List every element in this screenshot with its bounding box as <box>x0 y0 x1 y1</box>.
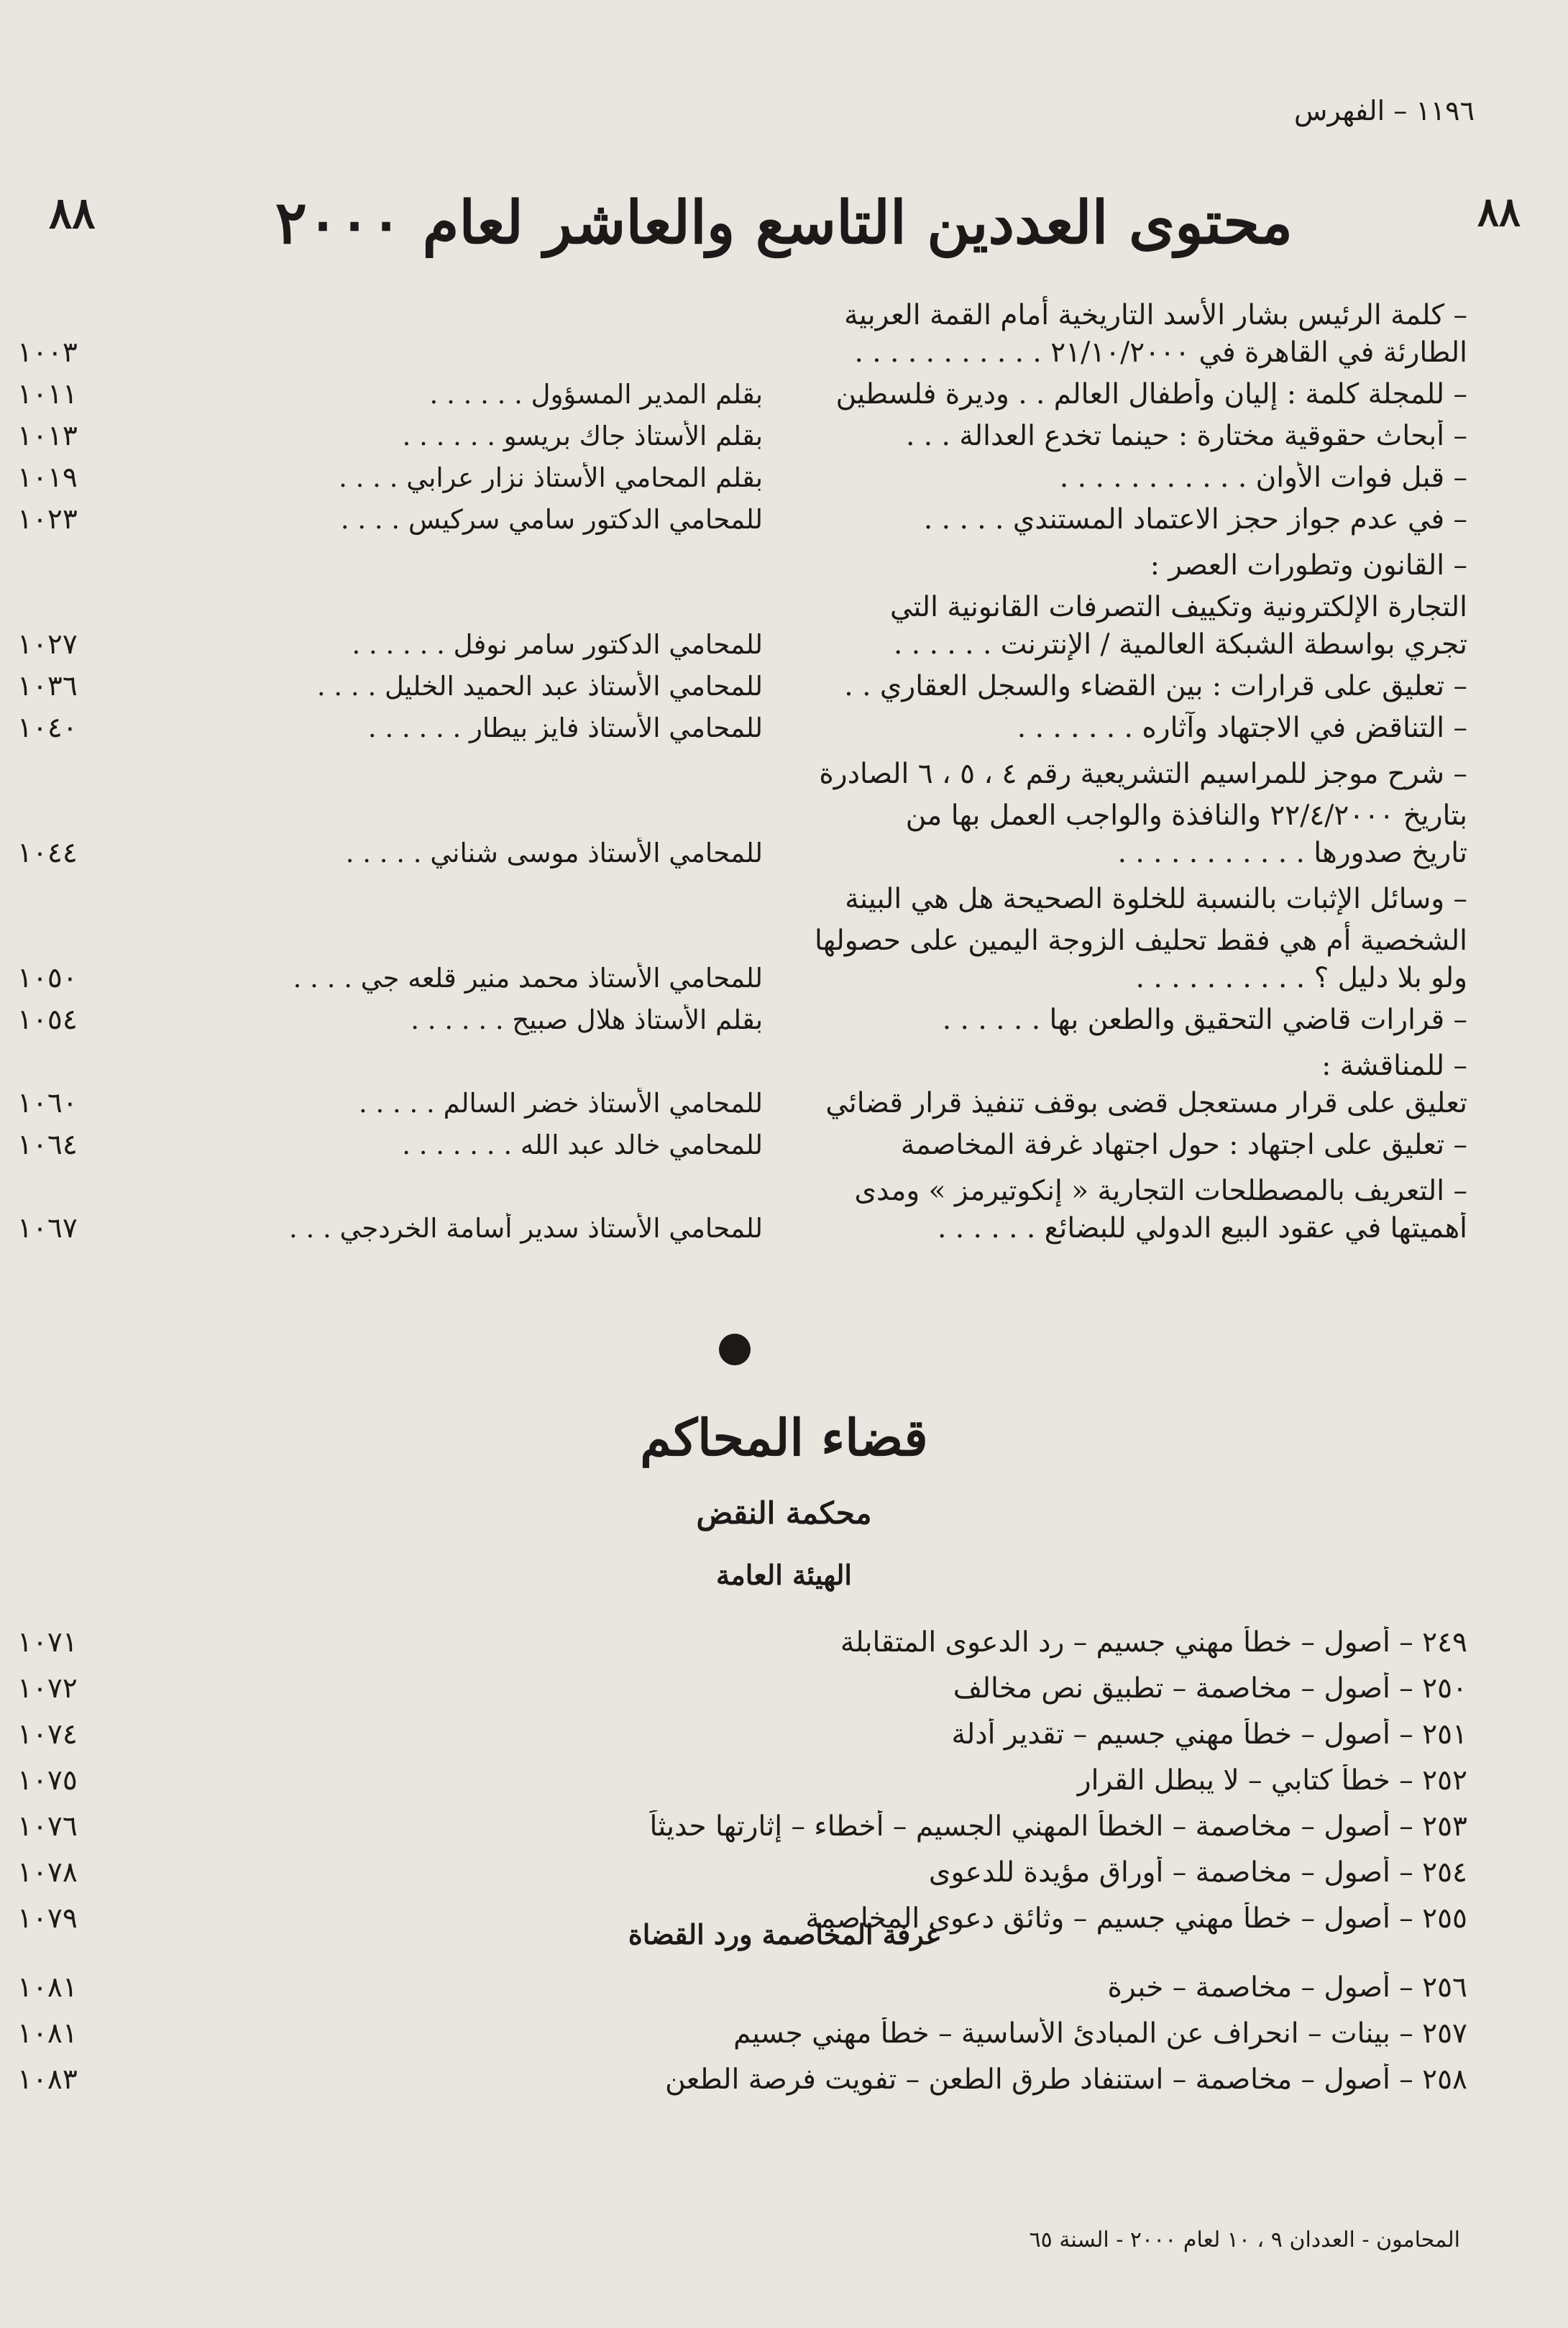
case-page: ١٠٨٣ <box>17 2063 78 2096</box>
toc-entry-page: ١٠٤٤ <box>17 837 78 869</box>
toc-entry-title-line: – التناقض في الاجتهاد وآثاره . . . . . . . <box>1017 712 1467 744</box>
toc-entry-page: ١٠١٣ <box>17 420 78 452</box>
toc-entry-title-line: الشخصية أم هي فقط تحليف الزوجة اليمين على حصولها <box>815 925 1467 957</box>
toc-entry-title-line: – شرح موجز للمراسيم التشريعية رقم ٤ ، ٥ ، ٦ الصادرة <box>819 758 1467 790</box>
toc-entry-row <box>17 628 1467 670</box>
case-page: ١٠٧٩ <box>17 1902 78 1935</box>
chamber-cases <box>17 1971 1467 2109</box>
toc-entry-title-line: – وسائل الإثبات بالنسبة للخلوة الصحيحة هل هي البينة <box>845 883 1467 915</box>
section-bullet <box>719 1334 751 1365</box>
toc-entry-author: للمحامي الأستاذ فايز بيطار . . . . . . <box>367 712 763 743</box>
page-mark-right: ٨٨ <box>1477 188 1521 236</box>
toc-entry <box>17 670 1467 712</box>
toc-entry <box>17 545 1467 670</box>
case-row <box>17 1718 1467 1764</box>
case-row <box>17 1672 1467 1718</box>
case-row <box>17 1810 1467 1856</box>
toc-entry <box>17 1045 1467 1129</box>
toc-entry-author: بقلم الأستاذ جاك بريسو . . . . . . <box>402 421 763 452</box>
toc-entry-row <box>17 378 1467 420</box>
toc-entry-title-line: تعليق على قرار مستعجل قضى بوقف تنفيذ قرار قضائي <box>825 1087 1467 1119</box>
toc-entry-title-line: – أبحاث حقوقية مختارة : حينما تخدع العدالة . . . <box>905 420 1467 452</box>
toc-entry-page: ١٠٥٠ <box>17 962 78 994</box>
toc-entry-row <box>17 962 1467 1004</box>
case-title: ٢٥٥ – أصول – خطأ مهني جسيم – وثائق دعوى المخاصمة <box>805 1902 1467 1935</box>
toc-entry-author: للمحامي الدكتور سامر نوفل . . . . . . <box>352 629 763 660</box>
toc-entry-row <box>17 462 1467 503</box>
case-page: ١٠٧٢ <box>17 1672 78 1705</box>
toc-entry-page: ١٠٤٠ <box>17 712 78 744</box>
case-title: ٢٥٠ – أصول – مخاصمة – تطبيق نص مخالف <box>953 1672 1467 1705</box>
running-head: ١١٩٦ – الفهرس <box>1293 95 1475 127</box>
toc-entry-author: للمحامي الأستاذ عبد الحميد الخليل . . . . <box>316 671 763 702</box>
case-page: ١٠٧٦ <box>17 1810 78 1843</box>
case-row <box>17 1971 1467 2017</box>
toc-entry-row <box>17 1129 1467 1170</box>
toc-entry <box>17 1004 1467 1045</box>
case-title: ٢٥٤ – أصول – مخاصمة – أوراق مؤيدة للدعوى <box>928 1856 1467 1889</box>
toc-entry-title-line: – للمجلة كلمة : إليان وأطفال العالم . . وديرة فلسطين <box>835 378 1467 411</box>
toc-entry-page: ١٠٣٦ <box>17 670 78 702</box>
toc-entry-title-line: – في عدم جواز حجز الاعتماد المستندي . . . . . <box>923 503 1467 536</box>
case-title: ٢٥٧ – بينات – انحراف عن المبادئ الأساسية – خطأ مهني جسيم <box>733 2017 1467 2050</box>
toc-entry <box>17 295 1467 378</box>
toc-entry-author: للمحامي الأستاذ خضر السالم . . . . . <box>358 1088 763 1119</box>
toc-entry-author: للمحامي الدكتور سامي سركيس . . . . <box>340 504 763 535</box>
toc-entry-page: ١٠٦٧ <box>17 1212 78 1245</box>
general-panel-title: الهيئة العامة <box>716 1559 852 1591</box>
toc-entry-row <box>17 837 1467 879</box>
case-row <box>17 2063 1467 2109</box>
toc-entry-title-line: الطارئة في القاهرة في ٢١/١٠/٢٠٠٠ . . . . . . . . . . . <box>854 336 1467 369</box>
court-name: محكمة النقض <box>696 1495 872 1531</box>
toc-entry-page: ١٠١٩ <box>17 462 78 494</box>
case-page: ١٠٨١ <box>17 2017 78 2050</box>
page-footer: المحامون - العددان ٩ ، ١٠ لعام ٢٠٠٠ - السنة ٦٥ <box>1029 2227 1460 2253</box>
toc-entry-row <box>17 420 1467 462</box>
toc-entry-page: ١٠٦٤ <box>17 1129 78 1161</box>
toc-entry-row <box>17 1212 1467 1254</box>
toc-entry <box>17 503 1467 545</box>
toc-entry-title-line: أهميتها في عقود البيع الدولي للبضائع . . . . . . <box>937 1212 1467 1245</box>
toc-entry-page: ١٠١١ <box>17 378 78 411</box>
case-row <box>17 1856 1467 1902</box>
toc-entry <box>17 1129 1467 1170</box>
toc-entry <box>17 1170 1467 1254</box>
toc-entry-title-line: التجارة الإلكترونية وتكييف التصرفات القانونية التي <box>889 591 1467 623</box>
toc-entry <box>17 753 1467 879</box>
page-title: محتوى العددين التاسع والعاشر لعام ٢٠٠٠ <box>275 188 1293 257</box>
toc-entry-author: للمحامي الأستاذ موسى شناني . . . . . <box>345 838 763 869</box>
toc-entry-row <box>17 670 1467 712</box>
page-mark-left: ٨٨ <box>49 188 96 239</box>
toc-entry-title-line: تاريخ صدورها . . . . . . . . . . . <box>1117 837 1467 869</box>
toc-entry-author: بقلم المدير المسؤول . . . . . . <box>429 379 763 410</box>
toc-entry-author: للمحامي خالد عبد الله . . . . . . . <box>402 1129 763 1160</box>
toc-entry <box>17 420 1467 462</box>
toc-entry-row <box>17 503 1467 545</box>
toc-entry-title-line: بتاريخ ٢٢/٤/٢٠٠٠ والنافذة والواجب العمل بها من <box>905 799 1467 832</box>
toc-entry-title-line: – القانون وتطورات العصر : <box>1150 549 1467 582</box>
toc-entry-title-line: – للمناقشة : <box>1321 1050 1467 1082</box>
case-title: ٢٥١ – أصول – خطأ مهني جسيم – تقدير أدلة <box>951 1718 1467 1751</box>
section-title: قضاء المحاكم <box>640 1408 928 1467</box>
toc-entry-title-line: – قبل فوات الأوان . . . . . . . . . . . <box>1059 462 1467 494</box>
case-row <box>17 2017 1467 2063</box>
case-title: ٢٥٢ – خطأ كتابي – لا يبطل القرار <box>1077 1764 1467 1797</box>
toc-entry-title-line: – تعليق على قرارات : بين القضاء والسجل العقاري . . <box>844 670 1467 702</box>
table-of-contents <box>17 295 1467 1254</box>
toc-entry <box>17 462 1467 503</box>
case-page: ١٠٧٨ <box>17 1856 78 1889</box>
toc-entry-row <box>17 712 1467 753</box>
toc-entry-title-line: – كلمة الرئيس بشار الأسد التاريخية أمام القمة العربية <box>844 299 1467 331</box>
toc-entry-author: للمحامي الأستاذ محمد منير قلعه جي . . . . <box>293 963 763 994</box>
case-row <box>17 1626 1467 1672</box>
toc-entry-title-line: – تعليق على اجتهاد : حول اجتهاد غرفة المخاصمة <box>900 1129 1467 1161</box>
toc-entry-row <box>17 1004 1467 1045</box>
toc-entry-page: ١٠٦٠ <box>17 1087 78 1119</box>
toc-entry <box>17 712 1467 753</box>
toc-entry-title-line: ولو بلا دليل ؟ . . . . . . . . . . <box>1135 962 1467 994</box>
toc-entry-page: ١٠٠٣ <box>17 336 78 369</box>
toc-entry <box>17 378 1467 420</box>
case-page: ١٠٧١ <box>17 1626 78 1659</box>
case-title: ٢٥٦ – أصول – مخاصمة – خبرة <box>1107 1971 1467 2004</box>
case-title: ٢٤٩ – أصول – خطأ مهني جسيم – رد الدعوى المتقابلة <box>840 1626 1467 1659</box>
toc-entry-row <box>17 1087 1467 1129</box>
toc-entry-author: للمحامي الأستاذ سدير أسامة الخردجي . . . <box>288 1213 763 1244</box>
general-panel-cases <box>17 1626 1467 1948</box>
toc-entry-title-line: تجري بواسطة الشبكة العالمية / الإنترنت . . . . . . <box>894 628 1467 661</box>
toc-entry-row <box>17 336 1467 378</box>
case-title: ٢٥٣ – أصول – مخاصمة – الخطأ المهني الجسيم – أخطاء – إثارتها حديثاً <box>649 1810 1467 1843</box>
case-page: ١٠٨١ <box>17 1971 78 2004</box>
case-page: ١٠٧٤ <box>17 1718 78 1751</box>
case-title: ٢٥٨ – أصول – مخاصمة – استنفاد طرق الطعن – تفويت فرصة الطعن <box>665 2063 1467 2096</box>
toc-entry-title-line: – التعريف بالمصطلحات التجارية « إنكوتيرمز » ومدى <box>854 1175 1467 1207</box>
toc-entry-author: بقلم المحامي الأستاذ نزار عرابي . . . . <box>339 462 763 493</box>
case-page: ١٠٧٥ <box>17 1764 78 1797</box>
toc-entry-page: ١٠٥٤ <box>17 1004 78 1036</box>
toc-entry <box>17 879 1467 1004</box>
toc-entry-page: ١٠٢٣ <box>17 503 78 536</box>
chamber-title: غرفة المخاصمة ورد القضاة <box>628 1918 940 1951</box>
toc-entry-title-line: – قرارات قاضي التحقيق والطعن بها . . . . . . <box>942 1004 1467 1036</box>
case-row <box>17 1764 1467 1810</box>
toc-entry-author: بقلم الأستاذ هلال صبيح . . . . . . <box>411 1004 763 1035</box>
toc-entry-page: ١٠٢٧ <box>17 628 78 661</box>
